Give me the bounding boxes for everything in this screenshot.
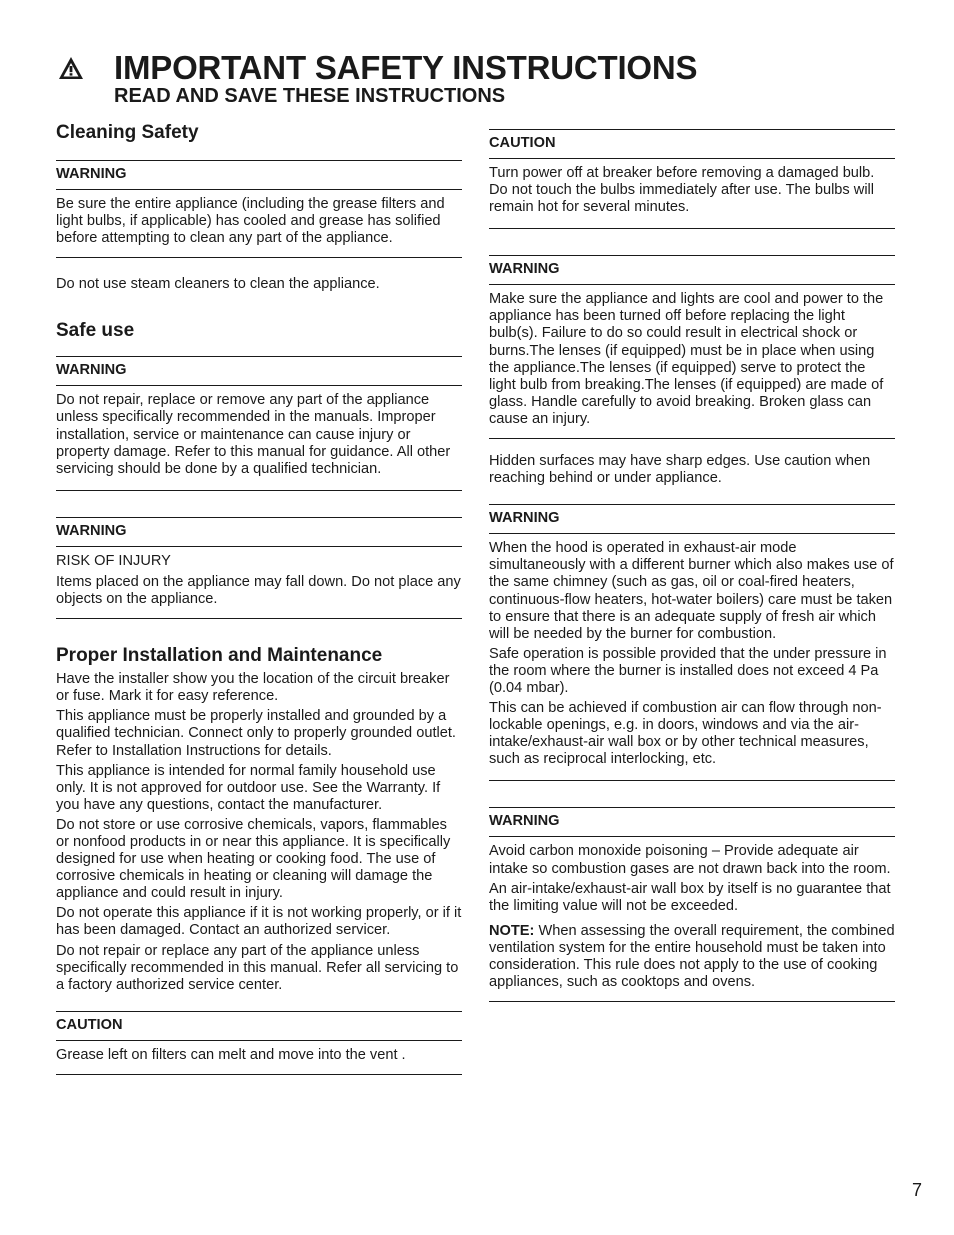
risk-of-injury-text: RISK OF INJURY [56, 552, 171, 569]
installation-paragraph: Do not repair or replace any part of the appliance unless specifically recommended in this manual. Refer all servicing to a factory authorized service center. [56, 942, 459, 993]
caution-label: CAUTION [56, 1012, 462, 1041]
page-number: 7 [912, 1180, 923, 1200]
injury-warning-text: Items placed on the appliance may fall down. Do not place any objects on the appliance. [56, 573, 461, 608]
cleaning-warning-text: Be sure the entire appliance (including the grease filters and light bulbs, if applicable) has cooled and grease has solified before attempting to clean any part of the appliance. [56, 196, 445, 247]
warning-label: WARNING [56, 357, 462, 386]
warning-label: WARNING [56, 161, 462, 190]
exhaust-warning-paragraph: This can be achieved if combustion air can flow through non-lockable openings, e.g. in doors, windows and via the air-intake/exhaust-air wall box or by other technical measures, such as reciprocal interlocking, etc. [489, 700, 882, 768]
carbon-monoxide-paragraph: An air-intake/exhaust-air wall box by itself is no guarantee that the limiting value will not be exceeded. [489, 880, 891, 914]
installation-paragraph: This appliance is intended for normal family household use only. It is not approved for outdoor use. See the Warranty. If you have any questions, contact the manufacturer. [56, 762, 441, 813]
warning-label: WARNING [56, 518, 462, 547]
caution-label: CAUTION [489, 130, 895, 159]
warning-label: WARNING [489, 808, 895, 837]
warning-triangle-icon [58, 56, 84, 80]
installation-paragraph: Do not operate this appliance if it is not working properly, or if it has been damaged. Contact an authorized servicer. [56, 905, 462, 939]
carbon-monoxide-warning-box [489, 807, 895, 1002]
right-column [489, 129, 895, 1020]
exhaust-warning-paragraph: When the hood is operated in exhaust-air mode simultaneously with a different burner which also makes use of the same chimney (such as gas, oil or coal-fired heaters, continuous-flow heaters, hot-water boilers) care must be taken to ensure that there is an adequate supply of fresh air which will be needed by the burner for combustion. [489, 540, 894, 642]
warning-label: WARNING [489, 505, 895, 534]
installation-paragraph: Do not store or use corrosive chemicals, vapors, flammables or nonfood products in or near this appliance. It is specifically designed for use when heating or cooking food. The use of corrosive chemicals in heating or cleaning will damage the appliance and could result in injury. [56, 816, 451, 902]
ventilation-note [489, 923, 895, 991]
lights-warning-box [489, 255, 895, 439]
left-column [56, 120, 462, 1093]
steam-cleaner-note: Do not use steam cleaners to clean the appliance. [56, 276, 380, 293]
exhaust-warning-paragraph: Safe operation is possible provided that the under pressure in the room where the burner is installed does not exceed 4 Pa (0.04 mbar). [489, 645, 887, 696]
installation-heading: Proper Installation and Maintenance [56, 645, 383, 667]
installation-paragraph: This appliance must be properly installed and grounded by a qualified technician. Connect only to properly grounded outlet. Refer to Installation Instructions for details. [56, 708, 456, 759]
note-text: When assessing the overall requirement, the combined ventilation system for the entire household must be taken into consideration. This rule does not apply to the use of cooking appliances, such as cooktops and ovens. [489, 922, 895, 991]
injury-warning-box [56, 517, 462, 619]
exhaust-warning-box [489, 504, 895, 781]
page-subtitle: READ AND SAVE THESE INSTRUCTIONS [114, 85, 506, 107]
sharp-edges-note: Hidden surfaces may have sharp edges. Use caution when reaching behind or under appliance. [489, 453, 871, 487]
bulb-caution-text: Turn power off at breaker before removing a damaged bulb. Do not touch the bulbs immediately after use. The bulbs will remain hot for several minutes. [489, 165, 875, 216]
lights-warning-text: Make sure the appliance and lights are cool and power to the appliance has been turned off before replacing the light bulb(s). Failure to do so could result in electrical shock or burns.The lenses (if equipped) must be in place when using the appliance.The lenses (if equipped) serve to protect the light bulb from breaking.The lenses (if equipped) are made of glass. Handle carefully to avoid breaking. Broken glass can cause an injury. [489, 291, 884, 427]
warning-label: WARNING [489, 256, 895, 285]
page-title: IMPORTANT SAFETY INSTRUCTIONS [114, 49, 698, 86]
cleaning-warning-box [56, 160, 462, 258]
note-label: NOTE: [489, 922, 535, 939]
cleaning-safety-heading: Cleaning Safety [56, 122, 199, 143]
installation-paragraph: Have the installer show you the location of the circuit breaker or fuse. Mark it for easy reference. [56, 671, 450, 705]
carbon-monoxide-paragraph: Avoid carbon monoxide poisoning – Provide adequate air intake so combustion gases are not drawn back into the room. [489, 843, 891, 877]
safe-use-warning-text: Do not repair, replace or remove any part of the appliance unless specifically recommended in the manuals. Improper installation, service or maintenance can cause injury or property damage. Refer to this manual for guidance. All other servicing should be done by a qualified technician. [56, 392, 451, 477]
safe-use-warning-box [56, 356, 462, 490]
grease-caution-text: Grease left on filters can melt and move into the vent . [56, 1046, 406, 1063]
safe-use-heading: Safe use [56, 320, 135, 342]
grease-caution-box [56, 1011, 462, 1075]
bulb-caution-box [489, 129, 895, 229]
